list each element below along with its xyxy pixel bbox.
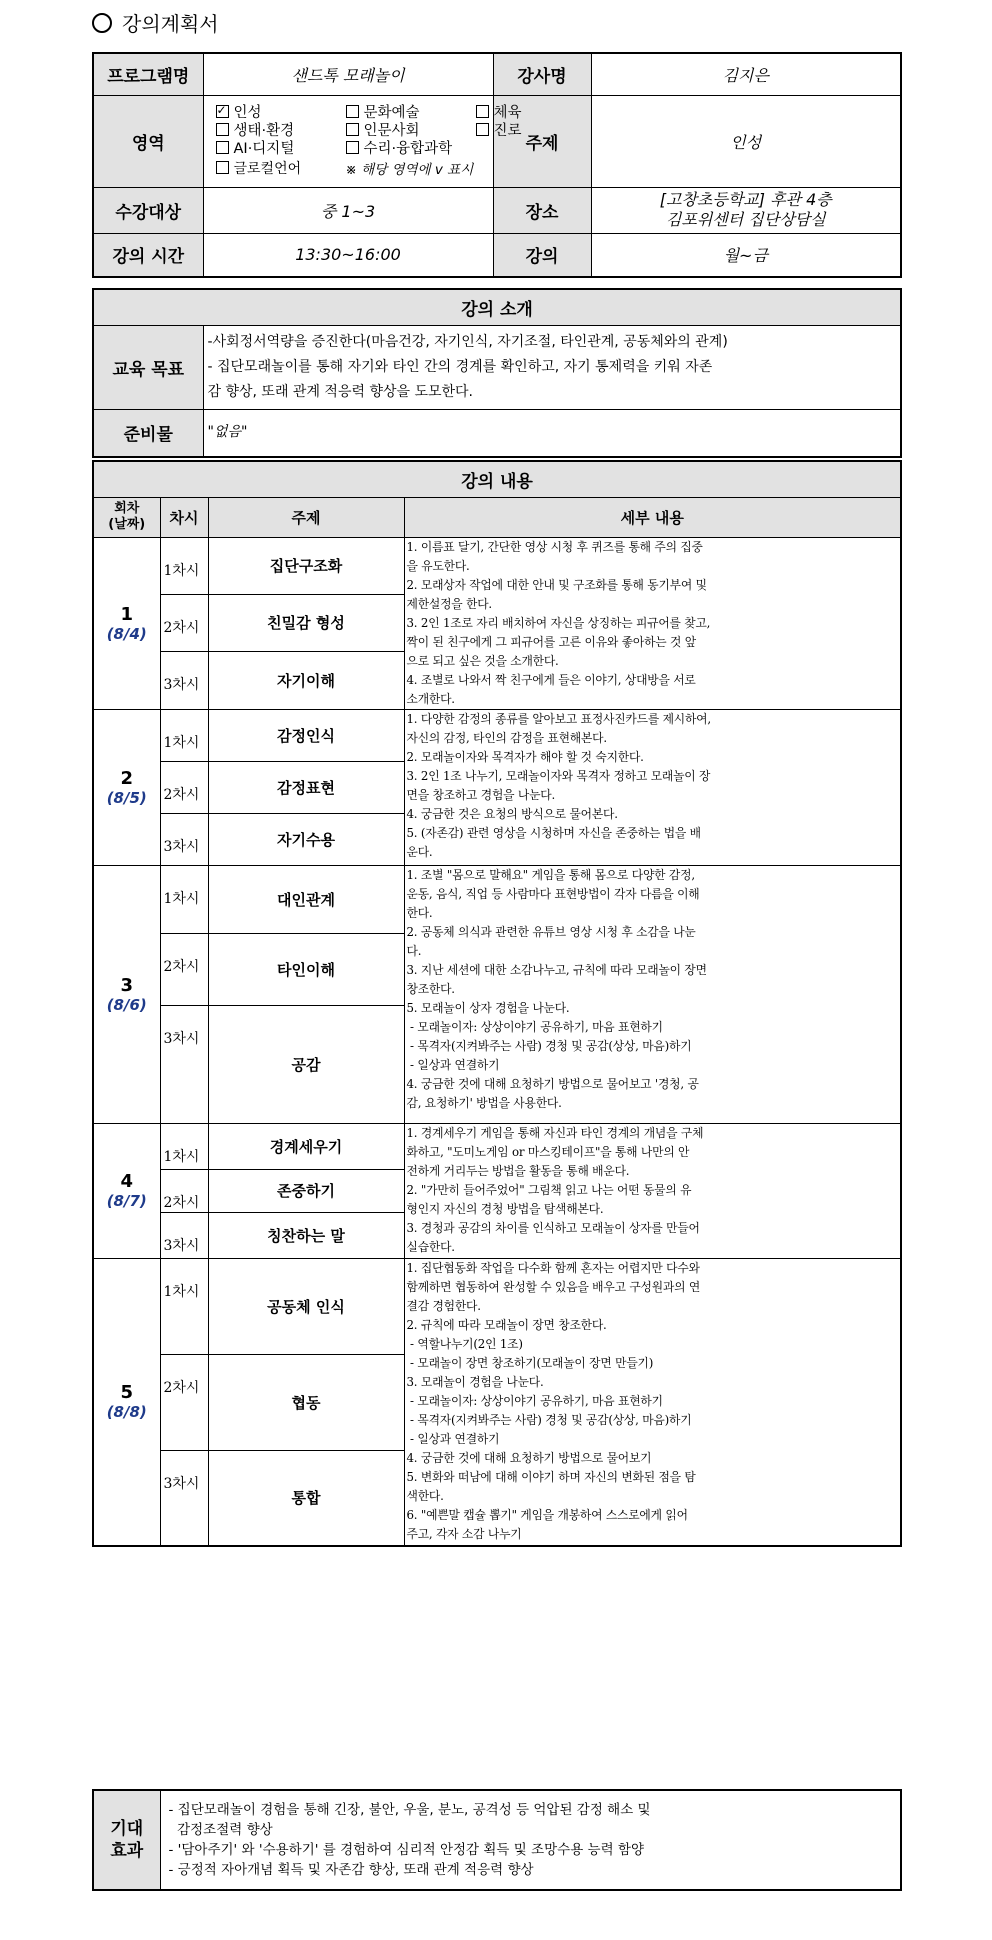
session-topic: 대인관계 [208, 865, 404, 933]
intro-section-title: 강의 소개 [93, 289, 901, 325]
detail-line: 전하게 거리두는 방법을 활동을 통해 배운다. [406, 1163, 630, 1178]
day-cell [93, 865, 160, 1123]
detail-header: 세부 내용 [404, 497, 901, 537]
goal-label: 교육 목표 [93, 325, 203, 409]
session-label: 3차시 [160, 813, 208, 865]
session-topic: 감정인식 [208, 709, 404, 761]
day-number: 1 [120, 603, 134, 625]
instructor-label: 강사명 [493, 53, 591, 95]
day-details [404, 1258, 901, 1546]
detail-line: 다. [406, 943, 422, 958]
session-label: 1차시 [160, 865, 208, 933]
area-item[interactable]: 문화예술 [346, 104, 476, 122]
time-label: 강의 시간 [93, 233, 203, 277]
effects-table [92, 1789, 902, 1891]
session-topic: 타인이해 [208, 933, 404, 1005]
detail-line: - 역할나누기(2인 1조) [406, 1336, 523, 1351]
session-topic: 존중하기 [208, 1169, 404, 1212]
area-checklist [203, 95, 522, 187]
detail-line: 으로 되고 싶은 것을 소개한다. [406, 653, 559, 668]
detail-line: - 목격자(지켜봐주는 사람) 경청 및 공감(상상, 마음)하기 [406, 1412, 692, 1427]
detail-line: 4. 궁금한 것은 요청의 방식으로 물어본다. [406, 806, 618, 821]
detail-line: 실습한다. [406, 1239, 455, 1254]
day-cell [93, 1258, 160, 1546]
program-value: 샌드톡 모래놀이 [203, 53, 493, 95]
detail-line: 함께하면 협동하여 완성할 수 있음을 배우고 구성원과의 연 [406, 1279, 701, 1294]
day-date: (8/7) [106, 1192, 147, 1210]
instructor-value: 김지은 [591, 53, 901, 95]
session-topic: 공감 [208, 1005, 404, 1123]
target-label: 수강대상 [93, 187, 203, 233]
session-label: 1차시 [160, 1258, 208, 1354]
place-value: [고창초등학교] 후관 4층 김포위센터 집단상담실 [591, 187, 901, 233]
lecture-value: 월~금 [591, 233, 901, 277]
session-topic: 통합 [208, 1450, 404, 1546]
detail-line: 2. 규칙에 따라 모래놀이 장면 창조한다. [406, 1317, 607, 1332]
detail-line: 3. 모래놀이 경험을 나눈다. [406, 1374, 544, 1389]
circle-icon [92, 13, 112, 33]
detail-line: 주고, 각자 소감 나누기 [406, 1526, 522, 1541]
session-topic: 공동체 인식 [208, 1258, 404, 1354]
detail-line: 자신의 감정, 타인의 감정을 표현해본다. [406, 730, 607, 745]
detail-line: 1. 이름표 달기, 간단한 영상 시청 후 퀴즈를 통해 주의 집중 [406, 539, 703, 554]
detail-line: 소개한다. [406, 691, 455, 706]
detail-line: 1. 다양한 감정의 종류를 알아보고 표정사진카드를 제시하여, [406, 711, 711, 726]
detail-line: 을 유도한다. [406, 558, 470, 573]
checkbox-icon [216, 123, 229, 136]
content-table [92, 460, 902, 1547]
detail-line: 3. 경청과 공감의 차이를 인식하고 모래놀이 상자를 만들어 [406, 1220, 700, 1235]
checkbox-icon [476, 123, 489, 136]
day-details [404, 537, 901, 709]
detail-line: - 모래놀이 장면 창조하기(모래놀이 장면 만들기) [406, 1355, 654, 1370]
session-label: 3차시 [160, 1450, 208, 1546]
session-topic: 친밀감 형성 [208, 594, 404, 651]
area-grid [204, 104, 522, 158]
detail-line: 운동, 음식, 직업 등 사람마다 표현방법이 각자 다름을 이해 [406, 886, 700, 901]
day-number: 4 [120, 1171, 134, 1192]
day-cell [93, 709, 160, 865]
lecture-label: 강의 [493, 233, 591, 277]
session-label: 2차시 [160, 1354, 208, 1450]
detail-line: 1. 집단협동화 작업을 다수화 함께 혼자는 어렵지만 다수와 [406, 1260, 700, 1275]
round-header: 회차 (날짜) [93, 497, 160, 537]
session-label: 2차시 [160, 933, 208, 1005]
area-item[interactable]: 진로 [476, 122, 536, 140]
session-label: 3차시 [160, 1212, 208, 1258]
session-label: 2차시 [160, 761, 208, 813]
session-topic: 경계세우기 [208, 1123, 404, 1169]
area-item[interactable]: AI·디지털 [216, 140, 346, 158]
day-date: (8/8) [106, 1403, 147, 1422]
checkbox-icon [216, 105, 229, 118]
subject-label: 주제 [493, 95, 591, 187]
session-topic: 자기수용 [208, 813, 404, 865]
detail-line: 4. 궁금한 것에 대해 요청하기 방법으로 물어보고 '경청, 공 [406, 1076, 699, 1091]
checkbox-icon [346, 123, 359, 136]
effects-text: - 집단모래놀이 경험을 통해 긴장, 불안, 우울, 분노, 공격성 등 억압된 감정 해소 및 감정조절력 향상 - '담아주기' 와 '수용하기' 를 경험하여 심리적 안정감 획득 및 조망수용 능력 함양 - 긍정적 자아개념 획득 및 자존감 향상, 또래 관계 적응력 향상 [160, 1790, 901, 1890]
detail-line: 3. 2인 1조 나누기, 모래놀이자와 목격자 정하고 모래놀이 장 [406, 768, 711, 783]
detail-line: 결감 경험한다. [406, 1298, 481, 1313]
detail-line: 운다. [406, 844, 433, 859]
session-topic: 집단구조화 [208, 537, 404, 594]
session-topic: 협동 [208, 1354, 404, 1450]
session-topic: 감정표현 [208, 761, 404, 813]
detail-line: 면을 창조하고 경험을 나눈다. [406, 787, 556, 802]
day-details [404, 1123, 901, 1258]
intro-table [92, 288, 902, 458]
days-body [93, 537, 901, 1546]
session-label: 1차시 [160, 709, 208, 761]
target-value: 중 1~3 [203, 187, 493, 233]
detail-line: 4. 조별로 나와서 짝 친구에게 들은 이야기, 상대방을 서로 [406, 672, 696, 687]
detail-line: - 일상과 연결하기 [406, 1431, 500, 1446]
area-label: 영역 [93, 95, 203, 187]
detail-line: 2. "가만히 들어주었어" 그림책 읽고 나는 어떤 동물의 유 [406, 1182, 692, 1197]
session-label: 2차시 [160, 594, 208, 651]
detail-line: 창조한다. [406, 981, 455, 996]
day-number: 5 [120, 1382, 134, 1404]
effects-label: 기대 효과 [93, 1790, 160, 1890]
detail-line: 4. 궁금한 것에 대해 요청하기 방법으로 물어보기 [406, 1450, 652, 1465]
detail-line: - 모래놀이자: 상상이야기 공유하기, 마음 표현하기 [406, 1393, 663, 1408]
day-number: 3 [120, 974, 134, 996]
place-label: 장소 [493, 187, 591, 233]
goal-text: -사회정서역량을 증진한다(마음건강, 자기인식, 자기조절, 타인관계, 공동체와의 관계) - 집단모래놀이를 통해 자기와 타인 간의 경계를 확인하고, 자기 통제력을 키워 자존 감 향상, 또래 관계 적응력 향상을 도모한다. [203, 325, 901, 409]
detail-line: 감, 요청하기' 방법을 사용한다. [406, 1095, 562, 1110]
area-item[interactable]: 체육 [476, 104, 536, 122]
detail-line: 1. 조별 "몸으로 말해요" 게임을 통해 몸으로 다양한 감정, [406, 867, 695, 882]
detail-line: 5. (자존감) 관련 영상을 시청하며 자신을 존중하는 법을 배 [406, 825, 701, 840]
content-section-title: 강의 내용 [93, 461, 901, 497]
materials-value: "없음" [203, 409, 901, 457]
program-label: 프로그램명 [93, 53, 203, 95]
day-date: (8/4) [106, 624, 147, 643]
time-value: 13:30~16:00 [203, 233, 493, 277]
area-item[interactable]: 수리·융합과학 [346, 140, 476, 158]
detail-line: 2. 모래놀이자와 목격자가 해야 할 것 숙지한다. [406, 749, 644, 764]
session-label: 1차시 [160, 1123, 208, 1169]
detail-line: 5. 변화와 떠남에 대해 이야기 하며 자신의 변화된 점을 탐 [406, 1469, 696, 1484]
day-details [404, 865, 901, 1123]
detail-line: 1. 경계세우기 게임을 통해 자신과 타인 경계의 개념을 구체 [406, 1125, 704, 1140]
topic-header: 주제 [208, 497, 404, 537]
session-label: 3차시 [160, 1005, 208, 1123]
detail-line: 색한다. [406, 1488, 444, 1503]
session-label: 2차시 [160, 1169, 208, 1212]
checkbox-icon [216, 161, 229, 174]
subject-value: 인성 [591, 95, 901, 187]
day-cell [93, 537, 160, 709]
area-item[interactable]: ✓인성 [216, 104, 346, 122]
session-topic: 자기이해 [208, 652, 404, 709]
detail-line: 5. 모래놀이 상자 경험을 나눈다. [406, 1000, 570, 1015]
session-label: 1차시 [160, 537, 208, 594]
detail-line: 짝이 된 친구에게 그 피규어를 고른 이유와 좋아하는 것 앞 [406, 634, 696, 649]
day-date: (8/6) [106, 995, 147, 1014]
detail-line: 화하고, "도미노게임 or 마스킹테이프"을 통해 나만의 안 [406, 1144, 690, 1159]
detail-line: - 목격자(지켜봐주는 사람) 경청 및 공감(상상, 마음)하기 [406, 1038, 692, 1053]
day-details [404, 709, 901, 865]
session-topic: 칭찬하는 말 [208, 1212, 404, 1258]
day-date: (8/5) [106, 788, 147, 807]
detail-line: 3. 2인 1조로 자리 배치하여 자신을 상징하는 피규어를 찾고, [406, 615, 711, 630]
area-item[interactable]: 글로컬언어 [216, 158, 346, 178]
session-header: 차시 [160, 497, 208, 537]
detail-line: 2. 모래상자 작업에 대한 안내 및 구조화를 통해 동기부여 및 [406, 577, 707, 592]
detail-line: - 모래놀이자: 상상이야기 공유하기, 마음 표현하기 [406, 1019, 663, 1034]
day-cell [93, 1123, 160, 1258]
detail-line: 6. "예쁜말 캡슐 뽑기" 게임을 개봉하여 스스로에게 읽어 [406, 1507, 688, 1522]
area-item[interactable]: 인문사회 [346, 122, 476, 140]
detail-line: 3. 지난 세션에 대한 소감나누고, 규칙에 따라 모래놀이 장면 [406, 962, 707, 977]
checkbox-icon [476, 105, 489, 118]
detail-line: 형인지 자신의 경청 방법을 탐색해본다. [406, 1201, 604, 1216]
detail-line: 제한설정을 한다. [406, 596, 492, 611]
detail-line: 한다. [406, 905, 433, 920]
session-label: 3차시 [160, 652, 208, 709]
area-note: ※ 해당 영역에 v 표시 [345, 162, 474, 178]
materials-label: 준비물 [93, 409, 203, 457]
info-table [92, 52, 902, 278]
day-number: 2 [120, 767, 134, 789]
checkbox-icon [346, 141, 359, 154]
checkbox-icon [216, 141, 229, 154]
detail-line: - 일상과 연결하기 [406, 1057, 500, 1072]
document-title: 강의계획서 [92, 8, 219, 37]
area-item[interactable]: 생태·환경 [216, 122, 346, 140]
checkbox-icon [346, 105, 359, 118]
detail-line: 2. 공동체 의식과 관련한 유튜브 영상 시청 후 소감을 나눈 [406, 924, 696, 939]
